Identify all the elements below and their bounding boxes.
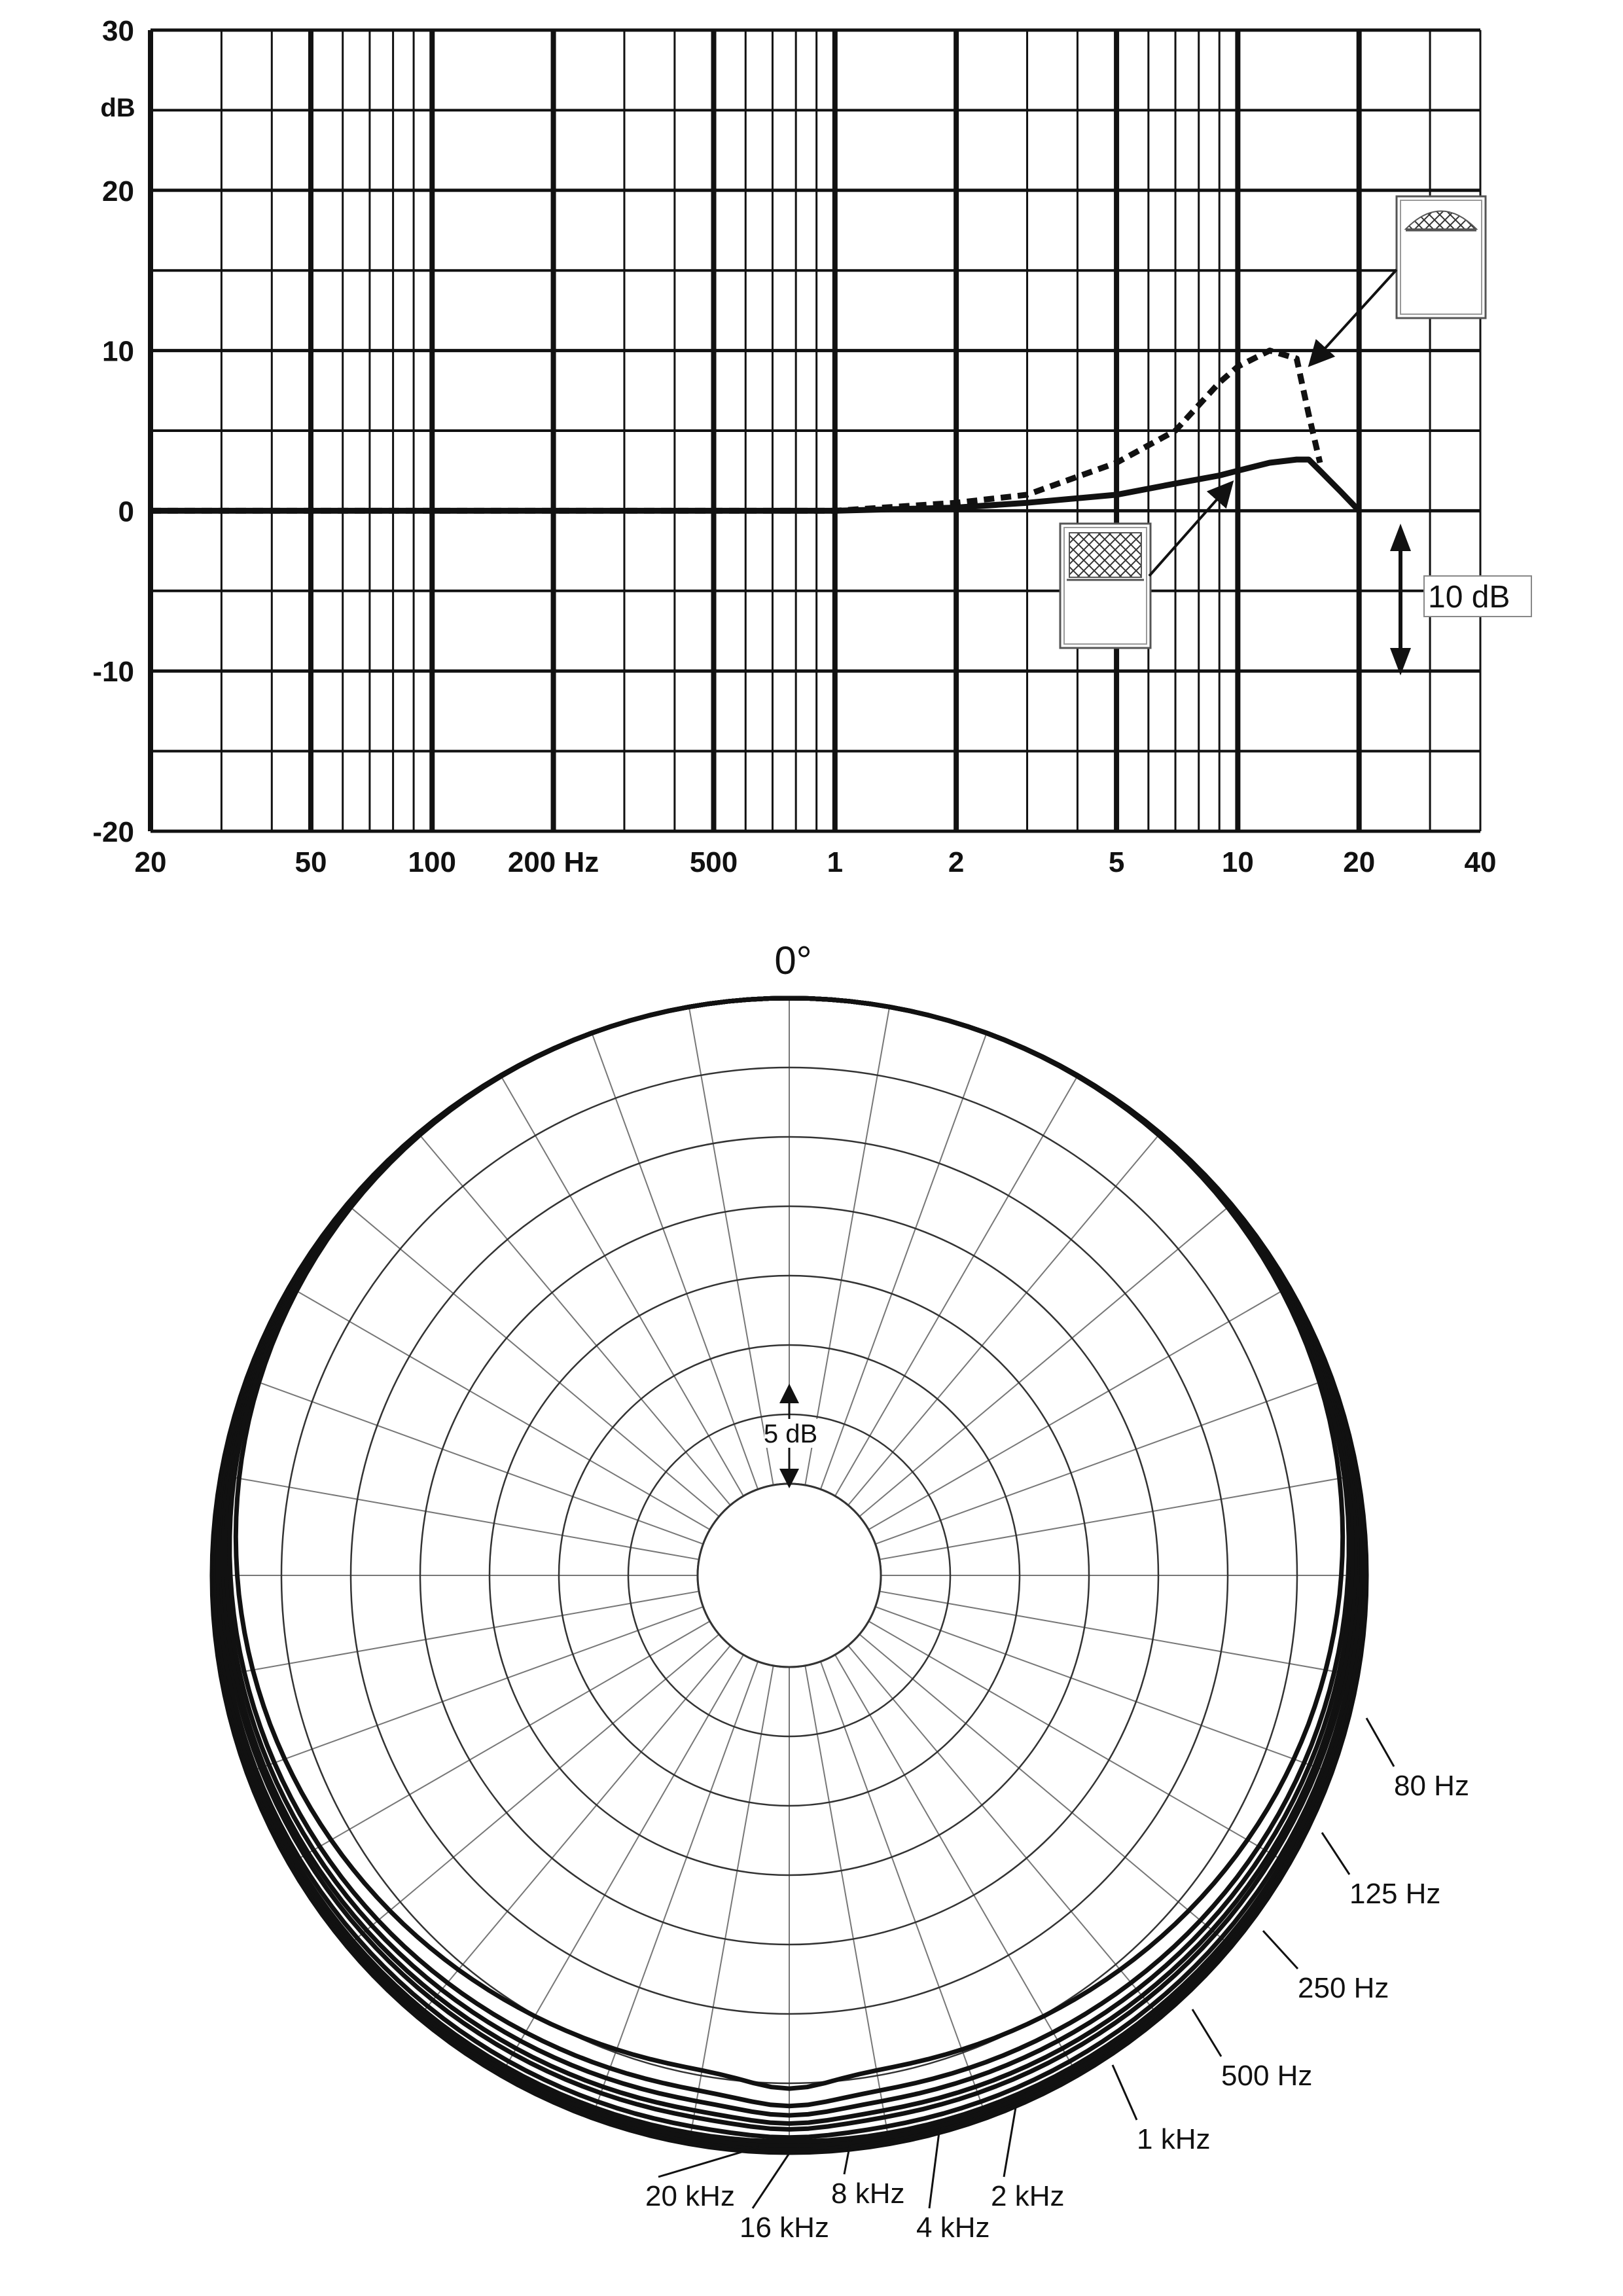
polar-spoke bbox=[221, 1475, 699, 1560]
polar-label-leader bbox=[1192, 2009, 1221, 2056]
fr-x-tick-label: 20 bbox=[1343, 846, 1376, 878]
polar-label-leader bbox=[929, 2127, 940, 2208]
ten-db-scale-indicator bbox=[1390, 524, 1531, 675]
polar-series-label: 8 kHz bbox=[831, 2178, 905, 2210]
polar-spoke bbox=[880, 1591, 1358, 1676]
fr-y-axis-label: dB bbox=[100, 94, 135, 122]
fr-x-tick-label: 5 bbox=[1108, 846, 1125, 878]
polar-label-leader bbox=[658, 2147, 759, 2177]
polar-series-label: 4 kHz bbox=[916, 2212, 990, 2244]
polar-spoke bbox=[848, 1645, 1160, 2017]
polar-spoke bbox=[592, 1033, 758, 1489]
ten-db-label: 10 dB bbox=[1428, 580, 1510, 615]
fr-y-tick-label: 10 bbox=[102, 335, 134, 368]
polar-series-label: 250 Hz bbox=[1298, 1972, 1389, 2004]
polar-series-label: 500 Hz bbox=[1221, 2060, 1313, 2092]
polar-spoke bbox=[289, 1287, 710, 1530]
fr-y-tick-label: 30 bbox=[102, 15, 134, 47]
five-db-label: 5 dB bbox=[763, 1420, 818, 1448]
polar-top-label: 0° bbox=[774, 939, 812, 982]
polar-spoke bbox=[689, 1007, 774, 1485]
polar-spoke bbox=[876, 1378, 1332, 1544]
polar-series-label: 2 kHz bbox=[991, 2180, 1065, 2212]
frequency-response-chart bbox=[0, 0, 1623, 916]
polar-spoke bbox=[848, 1133, 1160, 1505]
fr-y-tick-labels bbox=[92, 15, 134, 848]
polar-spoke bbox=[859, 1204, 1231, 1516]
polar-spoke bbox=[247, 1378, 703, 1544]
polar-spoke bbox=[880, 1475, 1358, 1560]
fr-x-tick-label: 200 Hz bbox=[507, 846, 599, 878]
fr-x-tick-label: 10 bbox=[1221, 846, 1254, 878]
polar-spoke bbox=[418, 1133, 730, 1505]
polar-series-label: 125 Hz bbox=[1349, 1878, 1441, 1910]
polar-label-leader bbox=[1322, 1833, 1349, 1874]
fr-y-tick-label: 20 bbox=[102, 175, 134, 207]
polar-spoke bbox=[835, 1075, 1078, 1496]
fr-x-tick-label: 1 bbox=[827, 846, 844, 878]
capsule-without-grille-icon bbox=[1060, 484, 1230, 648]
fr-y-tick-label: 0 bbox=[118, 495, 134, 528]
polar-label-leader bbox=[1263, 1931, 1298, 1969]
polar-spoke bbox=[347, 1634, 719, 1946]
fr-grid bbox=[151, 30, 1480, 831]
fr-x-tick-label: 100 bbox=[408, 846, 456, 878]
fr-y-tick-label: -20 bbox=[92, 816, 134, 848]
polar-spoke bbox=[418, 1645, 730, 2017]
five-db-scale-indicator bbox=[764, 1388, 818, 1484]
fr-y-tick-label: -10 bbox=[92, 656, 134, 689]
polar-center-circle bbox=[698, 1484, 881, 1667]
polar-spoke bbox=[501, 1655, 743, 2075]
capsule-with-grille-icon bbox=[1311, 196, 1486, 363]
polar-spoke bbox=[221, 1591, 699, 1676]
fr-x-tick-label: 40 bbox=[1464, 846, 1497, 878]
polar-spoke bbox=[289, 1621, 710, 1864]
polar-spoke bbox=[501, 1075, 743, 1496]
polar-spoke bbox=[805, 1007, 889, 1485]
polar-series-label: 20 kHz bbox=[645, 2180, 735, 2212]
polar-spoke bbox=[859, 1634, 1231, 1946]
polar-spoke bbox=[821, 1033, 987, 1489]
fr-x-tick-label: 500 bbox=[689, 846, 738, 878]
polar-label-leader bbox=[1113, 2065, 1137, 2120]
fr-x-tick-label: 20 bbox=[134, 846, 167, 878]
polar-series-label: 80 Hz bbox=[1394, 1770, 1469, 1802]
polar-frequency-labels bbox=[645, 1718, 1469, 2244]
polar-spoke bbox=[347, 1204, 719, 1516]
fr-x-tick-label: 2 bbox=[948, 846, 965, 878]
polar-label-leader bbox=[753, 2153, 789, 2208]
polar-spoke bbox=[868, 1287, 1289, 1530]
polar-series-label: 16 kHz bbox=[740, 2212, 829, 2244]
fr-series-line-solid bbox=[151, 459, 1359, 511]
polar-label-leader bbox=[1004, 2108, 1016, 2177]
polar-spoke bbox=[835, 1655, 1078, 2075]
polar-spoke bbox=[868, 1621, 1289, 1864]
polar-series-label: 1 kHz bbox=[1137, 2123, 1211, 2155]
fr-x-tick-labels bbox=[135, 846, 1497, 878]
polar-label-leader bbox=[1366, 1718, 1394, 1767]
polar-spoke bbox=[247, 1607, 703, 1773]
polar-spoke bbox=[876, 1607, 1332, 1773]
polar-pattern-chart bbox=[0, 916, 1623, 2296]
fr-x-tick-label: 50 bbox=[294, 846, 327, 878]
